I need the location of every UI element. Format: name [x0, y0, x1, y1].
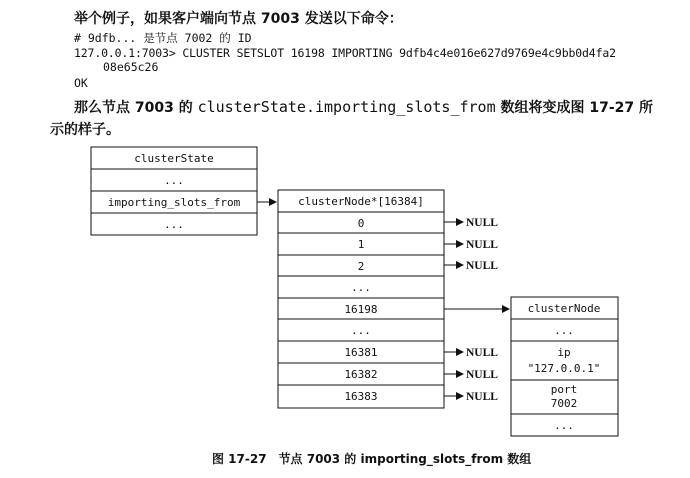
cluster-node-row-ellipsis-1: ... [554, 324, 574, 337]
paragraph-line-1-pre: 那么节点 7003 的 [74, 100, 198, 116]
cluster-state-box [91, 147, 257, 235]
cluster-state-title: clusterState [134, 152, 214, 165]
null-label-16382: NULL [466, 369, 498, 381]
null-label-16381: NULL [466, 347, 498, 359]
cluster-node-port-label: port [550, 383, 578, 396]
code-comment: # 9dfb... 是节点 7002 的 ID [74, 31, 252, 45]
code-reply: OK [74, 76, 88, 90]
figure-caption: 图 17-27 节点 7003 的 importing_slots_from 数组 [212, 452, 532, 466]
cluster-state-row-1: ... [164, 174, 184, 187]
cluster-state-row-3: ... [164, 218, 184, 231]
slots-array-title: clusterNode*[16384] [298, 195, 424, 208]
cluster-node-ip-value: "127.0.0.1" [527, 362, 601, 375]
slot-cell-ellipsis-2: ... [351, 324, 371, 337]
slots-array-box [278, 190, 444, 408]
slot-cell-16198: 16198 [344, 303, 378, 316]
cluster-node-title: clusterNode [527, 302, 601, 315]
slot-cell-0: 0 [357, 217, 365, 230]
cluster-state-row-importing: importing_slots_from [107, 196, 241, 209]
paragraph-line-1-post: 数组将变成图 17-27 所 [495, 100, 654, 116]
cluster-node-row-ellipsis-2: ... [554, 419, 574, 432]
cluster-node-port-value: 7002 [550, 397, 578, 410]
slot-cell-2: 2 [357, 260, 365, 273]
null-label-16383: NULL [466, 391, 498, 403]
paragraph-code-term: clusterState.importing_slots_from [197, 98, 496, 116]
code-command: 127.0.0.1:7003> CLUSTER SETSLOT 16198 IMPORTING 9dfb4c4e016e627d9769e4c9bb0d4fa2 [74, 46, 616, 60]
code-command-continuation: 08e65c26 [103, 60, 159, 74]
slot-cell-ellipsis-1: ... [351, 281, 371, 294]
slot-cell-16383: 16383 [344, 390, 378, 403]
null-label-0: NULL [466, 217, 498, 229]
cluster-node-box [511, 297, 618, 436]
cluster-node-ip-label: ip [557, 346, 571, 359]
paragraph-line-2: 示的样子。 [50, 122, 120, 138]
slot-cell-16382: 16382 [344, 368, 378, 381]
slot-cell-1: 1 [357, 238, 365, 251]
null-label-1: NULL [466, 239, 498, 251]
intro-text: 举个例子，如果客户端向节点 7003 发送以下命令： [74, 11, 403, 27]
null-pointers [444, 217, 498, 403]
slot-cell-16381: 16381 [344, 346, 378, 359]
null-label-2: NULL [466, 260, 498, 272]
